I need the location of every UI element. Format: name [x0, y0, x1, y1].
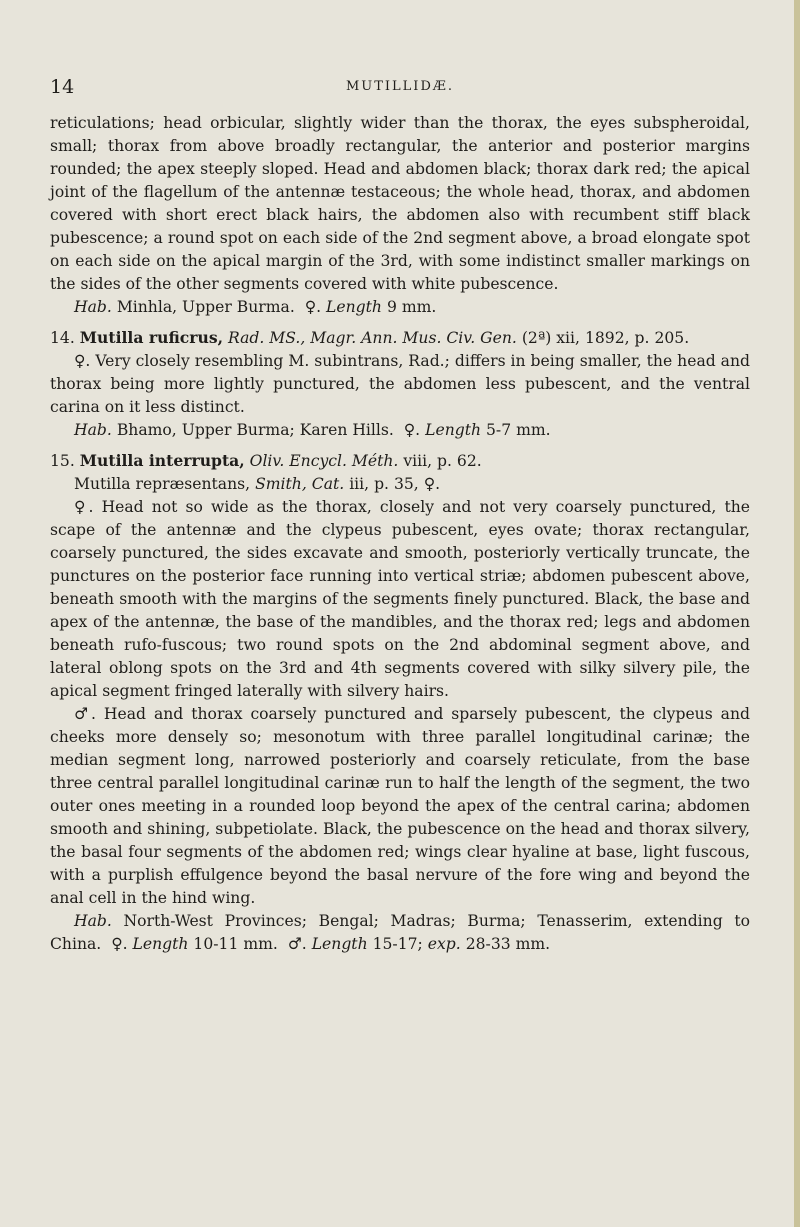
species-number: 15.	[50, 452, 75, 470]
species-name: Mutilla ruficrus,	[79, 328, 224, 347]
female-sex: ♀.	[74, 498, 94, 516]
species-heading	[50, 449, 750, 473]
female-description	[50, 350, 750, 419]
sex-symbol: ♀.	[403, 421, 421, 439]
species-citation: Oliv. Encycl. Méth.	[249, 452, 399, 470]
intro-habitat	[50, 296, 750, 319]
length-label: Length	[132, 935, 189, 953]
female-sex: ♀.	[74, 352, 91, 370]
female-text: Very closely resembling M. subintrans, Rad.; differs in being smaller, the head and thorax being more lightly punctured, the abdomen less pubescent, and the ventral carina on it less distinct.	[50, 352, 751, 416]
species-name: Mutilla interrupta,	[79, 451, 245, 470]
hab-label: Hab.	[74, 912, 112, 930]
intro-paragraph	[50, 112, 750, 296]
hab-text: Bhamo, Upper Burma; Karen Hills.	[116, 421, 394, 439]
synonym-citation: Smith, Cat.	[255, 475, 345, 493]
male-description	[50, 703, 750, 910]
page-edge	[794, 0, 800, 1227]
male-text: Head and thorax coarsely punctured and sparsely pubescent, the clypeus and cheeks more densely so; mesonotum with three parallel longitudinal carinæ; the median segment long, narrowed posteriorly and coarsely reticulate, from the base three central parallel longitudinal carinæ run to half the length of the segment, the two outer ones meeting in a rounded loop beyond the apex of the central carina; abdomen smooth and shining, subpetiolate. Black, the pubescence on the head and thorax silvery, the basal four segments of the abdomen red; wings clear hyaline at base, light fuscous, with a purplish effulgence beyond the basal nervure of the fore wing and beyond the anal cell in the hind wing.	[50, 705, 750, 907]
hab-label: Hab.	[74, 421, 112, 439]
species-habitat	[50, 910, 750, 956]
species-citation-tail: (2ª) xii, 1892, p. 205.	[521, 329, 690, 347]
sex-symbol: ♀.	[304, 298, 322, 316]
exp-label: exp.	[427, 935, 461, 953]
synonym-citation-tail: iii, p. 35, ♀.	[349, 475, 441, 493]
length-label: Length	[425, 421, 482, 439]
length-value: 9 mm.	[386, 298, 437, 316]
synonym-line	[50, 473, 750, 496]
length-value: 10-11 mm.	[193, 935, 278, 953]
female-description	[50, 496, 750, 703]
page-number: 14	[50, 76, 75, 98]
male-sex: ♂.	[287, 935, 307, 953]
male-sex: ♂.	[74, 705, 96, 723]
page-body	[50, 112, 750, 956]
exp-value: 28-33 mm.	[465, 935, 551, 953]
hab-text: Minhla, Upper Burma.	[116, 298, 295, 316]
species-heading	[50, 326, 750, 350]
species-citation-tail: viii, p. 62.	[403, 452, 482, 470]
page-header	[50, 76, 750, 102]
male-length-value: 15-17;	[372, 935, 423, 953]
intro-text: reticulations; head orbicular, slightly wider than the thorax, the eyes subspheroidal, small; thorax from above broadly rectangular, the anterior and posterior margins rounded; the apex steeply sloped. Head and abdomen black; thorax dark red; the apical joint of the flagellum of the antennæ testaceous; the whole head, thorax, and abdomen covered with short erect black hairs, the abdomen also with recumbent stiff black pubescence; a round spot on each side of the 2nd segment above, a broad elongate spot on each side on the apical margin of the 3rd, with some indistinct smaller markings on the sides of the other segments covered with white pubescence.	[50, 114, 750, 293]
species-habitat	[50, 419, 750, 442]
synonym-name: Mutilla repræsentans,	[74, 475, 251, 493]
species-citation: Rad. MS., Magr. Ann. Mus. Civ. Gen.	[228, 329, 517, 347]
length-label: Length	[311, 935, 368, 953]
length-value: 5-7 mm.	[486, 421, 551, 439]
running-title: MUTILLIDÆ.	[345, 79, 455, 94]
length-label: Length	[326, 298, 382, 316]
species-number: 14.	[50, 329, 75, 347]
hab-label: Hab.	[74, 298, 112, 316]
female-text: Head not so wide as the thorax, closely and not very coarsely punctured, the scape of the antennæ and the clypeus pubescent, eyes ovate; thorax rectangular, coarsely punctured, the sides excavate and smooth, posteriorly vertically truncate, the punctures on the posterior face running into vertical striæ; abdomen pubescent above, beneath smooth with the margins of the segments finely punctured. Black, the base and apex of the antennæ, the base of the mandibles, and the thorax red; legs and abdomen beneath rufo-fuscous; two round spots on the 2nd abdominal segment above, and lateral oblong spots on the 3rd and 4th segments covered with silky silvery pile, the apical segment fringed laterally with silvery hairs.	[50, 498, 750, 700]
sex-symbol: ♀.	[111, 935, 128, 953]
hab-text: North-West Provinces; Bengal; Madras; Burma; Tenasserim, extending to China.	[50, 912, 750, 953]
